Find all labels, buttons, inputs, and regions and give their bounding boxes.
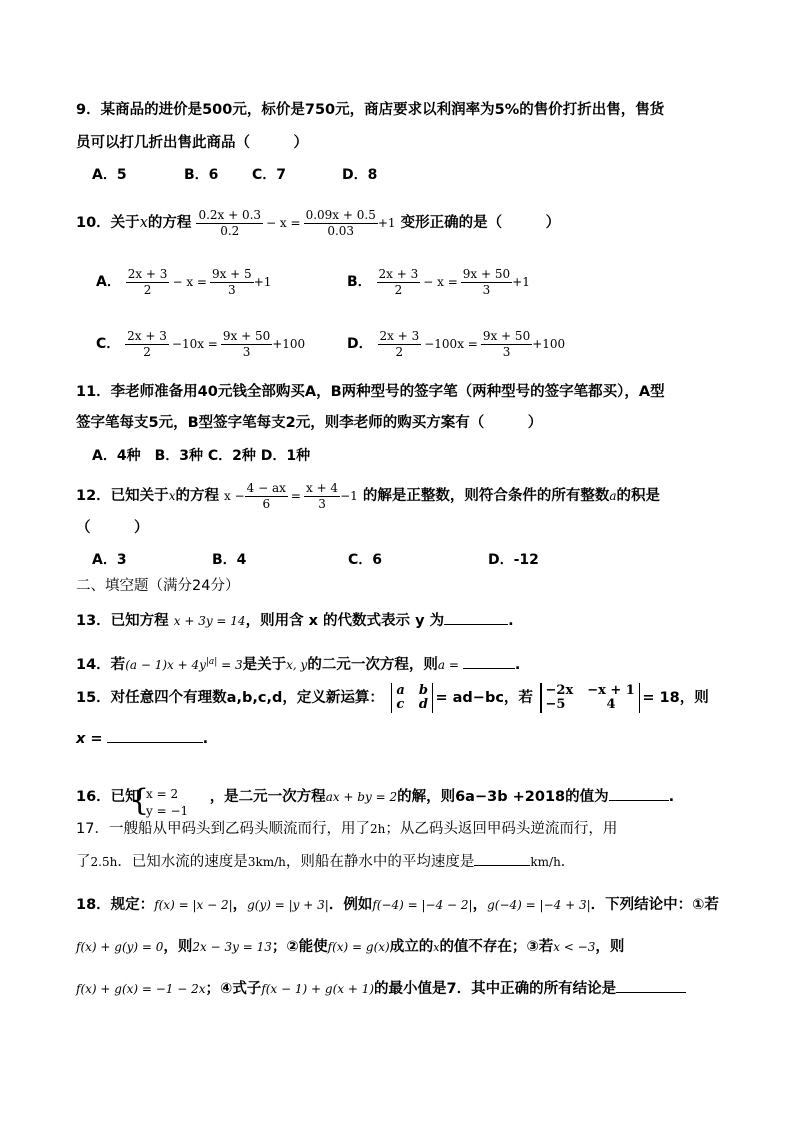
q10-option-d — [347, 326, 565, 362]
q15-determinant-def — [391, 683, 434, 713]
q14-eq-main: (a − 1)x + 4y — [125, 658, 206, 672]
q17-v: 3km/h — [247, 855, 286, 869]
q10-option-a-label: A． — [96, 274, 121, 290]
q13-suffix: ，则用含 x 的代数式表示 y 为 — [245, 613, 445, 629]
q12-mid: 的方程 — [175, 488, 219, 504]
q16-stem — [76, 786, 674, 807]
det-cell: a — [396, 683, 405, 698]
q13-stem: 13．已知方程 x + 3y = 14，则用含 x 的代数式表示 y 为 . — [76, 610, 514, 631]
frac-num: 2x + 3 — [379, 328, 420, 343]
q18-l2-d: 的值不存在； — [439, 939, 527, 955]
q16-answer-blank[interactable] — [609, 786, 669, 801]
q10-plus: +1 — [377, 216, 396, 230]
eq-mid: − x = — [172, 275, 207, 289]
eq-tail: +1 — [253, 275, 272, 289]
q18-c4: ④ — [220, 981, 233, 997]
frac-den: 2 — [395, 344, 404, 359]
section-title: 二、填空题（满分24分） — [76, 578, 240, 594]
q18-l2-semi: ； — [271, 939, 287, 955]
q12-option-a: A．3 — [92, 552, 127, 568]
q14-eq-rhs: = 3 — [217, 658, 243, 672]
q11-options: A．4种 B．3种 C．2种 D．1种 — [92, 448, 311, 464]
frac-num: 4 − ax — [246, 480, 286, 495]
q18-l2-x: x — [433, 941, 440, 954]
q18-l3-eq: f(x) + g(x) = −1 − 2x — [76, 982, 206, 996]
q18-l3-expr: f(x − 1) + g(x + 1) — [261, 982, 375, 996]
q14-equation — [125, 658, 242, 672]
q18-l2-c: 成立的 — [389, 939, 434, 955]
q18-conc: ．下列结论中： — [590, 897, 693, 913]
eq-tail: +100 — [532, 337, 566, 351]
q12-var: x — [168, 489, 176, 503]
q18-l2-e: 若 — [538, 939, 554, 955]
q16-prefix: 16．已知 — [76, 789, 140, 805]
q9-option-a: A．5 — [92, 167, 127, 183]
frac-den: 3 — [242, 344, 251, 359]
q15-x-eq: x = — [76, 731, 103, 747]
q15-stem — [76, 680, 709, 716]
q12-equation — [224, 476, 358, 516]
q14-vars: x, y — [286, 658, 308, 672]
eq-mid: −10x = — [171, 337, 218, 351]
q10-frac2-den: 0.03 — [327, 223, 355, 238]
q10-minus-x: − x = — [266, 216, 301, 230]
q18-f-ex: f(−4) = |−4 − 2| — [372, 898, 473, 912]
q10-option-c — [96, 326, 305, 362]
q18-l2-f: ，则 — [595, 939, 625, 955]
eq-tail: +100 — [272, 337, 306, 351]
det-cell: c — [396, 697, 405, 712]
det-cell: d — [418, 697, 428, 712]
frac-den: 6 — [262, 496, 271, 511]
frac-num: 9x + 50 — [222, 328, 271, 343]
q12-line2: （ ） — [76, 520, 149, 536]
q17-t1: 2h — [369, 822, 386, 836]
q10-mid: 的方程 — [147, 215, 192, 231]
q12-option-d: D．-12 — [488, 552, 539, 568]
q10-prefix: 10．关于 — [76, 215, 140, 231]
det-cell: −2x — [545, 683, 574, 698]
q18-g-def: g(y) = |y + 3| — [247, 898, 329, 912]
q17-line2a: 了 — [76, 854, 91, 870]
frac-den: 3 — [228, 282, 236, 297]
q12-eq-tail: −1 — [340, 489, 358, 503]
q10-suffix: 变形正确的是（ ） — [400, 215, 561, 231]
q18-l3-b: 的最小值是7．其中正确的所有结论是 — [374, 981, 617, 997]
q10-frac1-num: 0.2x + 0.3 — [198, 207, 262, 222]
q18-answer-blank[interactable] — [616, 978, 686, 993]
q14-answer-blank[interactable] — [463, 654, 515, 669]
q13-answer-blank[interactable] — [444, 610, 508, 625]
frac-num: 2x + 3 — [378, 266, 419, 281]
q10-option-c-label: C． — [96, 336, 121, 352]
q10-var: x — [139, 215, 148, 231]
q12-suffix: 的解是正整数，则符合条件的所有整数 — [362, 488, 610, 504]
q16-equation: ax + by = 2 — [325, 790, 398, 804]
q11-line2: 签字笔每支5元，B型签字笔每支2元，则李老师的购买方案有（ ） — [76, 415, 543, 431]
q12-prefix: 12．已知关于 — [76, 488, 169, 504]
q18-l2-eq2: 2x − 3y = 13 — [192, 940, 272, 954]
q15-determinant-eq — [540, 683, 640, 713]
q17-line1b: ；从乙码头返回甲码头逆流而行，用 — [385, 821, 618, 837]
det-cell: 4 — [606, 697, 616, 712]
q17-answer-blank[interactable] — [474, 851, 530, 866]
q14-stem — [76, 652, 520, 675]
q15-prefix: 15．对任意四个有理数a,b,c,d，定义新运算： — [76, 690, 384, 706]
q18-f-def: f(x) = |x − 2| — [154, 898, 233, 912]
q9-option-c: C．7 — [252, 167, 287, 183]
q10-frac1-den: 0.2 — [220, 223, 240, 238]
q14-prefix: 14．若 — [76, 657, 126, 673]
frac-num: 2x + 3 — [127, 266, 168, 281]
frac-num: 9x + 50 — [462, 266, 511, 281]
q18-l3-a: 式子 — [232, 981, 262, 997]
q15-line2 — [76, 728, 208, 749]
q13-equation: x + 3y = 14 — [173, 614, 246, 628]
frac-den: 2 — [143, 282, 152, 297]
q12-eq-mid: = — [290, 489, 301, 503]
q18-line2 — [76, 937, 624, 958]
q12-option-b: B．4 — [212, 552, 247, 568]
q18-c3: ③ — [526, 939, 539, 955]
q10-option-b-label: B． — [347, 274, 372, 290]
q11-line1: 11．李老师准备用40元钱全部购买A，B两种型号的签字笔（两种型号的签字笔都买），A型 — [76, 384, 665, 400]
frac-den: 3 — [502, 344, 511, 359]
q18-g-ex: g(−4) = |−4 + 3| — [487, 898, 591, 912]
frac-num: x + 4 — [305, 480, 339, 495]
q15-end: . — [202, 731, 209, 747]
q16-end: . — [668, 789, 675, 805]
q10-option-b — [347, 264, 530, 300]
q17-line2b: ．已知水流的速度是 — [117, 854, 248, 870]
q14-suffix: 的二元一次方程，则 — [307, 657, 438, 673]
q18-ruo: 若 — [704, 897, 719, 913]
q16-system: { x = 2 y = −1 — [130, 783, 189, 818]
q18-l2-b: 能使 — [298, 939, 328, 955]
q17-line2 — [76, 851, 575, 872]
q10-option-a — [96, 264, 271, 300]
q12-stem — [76, 476, 660, 516]
frac-den: 3 — [318, 496, 326, 511]
q16-suffix: 的解，则6a−3b +2018的值为 — [397, 789, 609, 805]
q18-line1: 18．规定：f(x) = |x − 2|，g(y) = |y + 3|．例如f(−4) = |−4 − 2|，g(−4) = |−4 + 3|．下列结论中：①若 — [76, 897, 719, 913]
q16-sys-line2: y = −1 — [146, 804, 189, 818]
eq-tail: +1 — [512, 275, 530, 289]
q12-suffix2: 的积是 — [616, 488, 660, 504]
q13-prefix: 13．已知方程 — [76, 613, 169, 629]
q16-sys-line1: x = 2 — [146, 787, 179, 801]
q17-line2c: ，则船在静水中的平均速度是 — [285, 854, 475, 870]
frac-den: 2 — [394, 282, 403, 297]
q16-mid: ，是二元一次方程 — [209, 789, 326, 805]
q15-def: = ad−bc，若 — [435, 690, 533, 706]
q18-l2-eq3: f(x) = g(x) — [327, 940, 390, 954]
q10-equation — [196, 203, 395, 243]
q18-ex: ．例如 — [328, 897, 373, 913]
q10-stem — [76, 203, 560, 243]
q18-c1: ① — [692, 897, 705, 913]
q15-result: = 18，则 — [642, 690, 709, 706]
q17-line1 — [76, 819, 617, 839]
q12-option-c: C．6 — [348, 552, 383, 568]
q17-line1a: 17．一艘船从甲码头到乙码头顺流而行，用了 — [76, 821, 370, 837]
q17-unit: km/h — [530, 855, 561, 869]
q14-var-a: a = — [437, 658, 459, 672]
det-cell: −5 — [545, 697, 566, 712]
q18-line3 — [76, 978, 686, 999]
q10-frac2-num: 0.09x + 0.5 — [305, 207, 376, 222]
q12-eq-x: x − — [224, 489, 245, 503]
q12-var-a: a — [609, 489, 617, 503]
q18-prefix: 18．规定： — [76, 897, 155, 913]
frac-num: 2x + 3 — [127, 328, 167, 343]
q17-t2: 2.5h — [90, 855, 118, 869]
q18-l2-eq1: f(x) + g(y) = 0 — [76, 940, 164, 954]
q18-c2: ② — [286, 939, 299, 955]
q9-line2: 员可以打几折出售此商品（ ） — [76, 135, 308, 151]
q18-l3-semi: ； — [205, 981, 221, 997]
det-cell: b — [418, 683, 428, 698]
q17-end: ． — [560, 854, 576, 870]
frac-den: 2 — [143, 344, 151, 359]
q18-l2-then: ，则 — [163, 939, 193, 955]
frac-num: 9x + 5 — [211, 266, 252, 281]
q14-mid: 是关于 — [242, 657, 287, 673]
q9-option-b: B．6 — [184, 167, 219, 183]
q9-option-d: D．8 — [342, 167, 378, 183]
q14-end: . — [514, 657, 521, 673]
eq-mid: −100x = — [424, 337, 478, 351]
q14-eq-sup: |a| — [205, 657, 218, 667]
frac-den: 3 — [482, 282, 491, 297]
q10-option-d-label: D． — [347, 336, 373, 352]
eq-mid: − x = — [423, 275, 458, 289]
q9-line1: 9．某商品的进价是500元，标价是750元，商店要求以利润率为5%的售价打折出售，售货 — [76, 102, 665, 118]
q18-l2-cond: x < −3 — [553, 940, 596, 954]
q15-answer-blank[interactable] — [107, 728, 203, 743]
det-cell: −x + 1 — [587, 683, 635, 698]
frac-num: 9x + 50 — [482, 328, 531, 343]
